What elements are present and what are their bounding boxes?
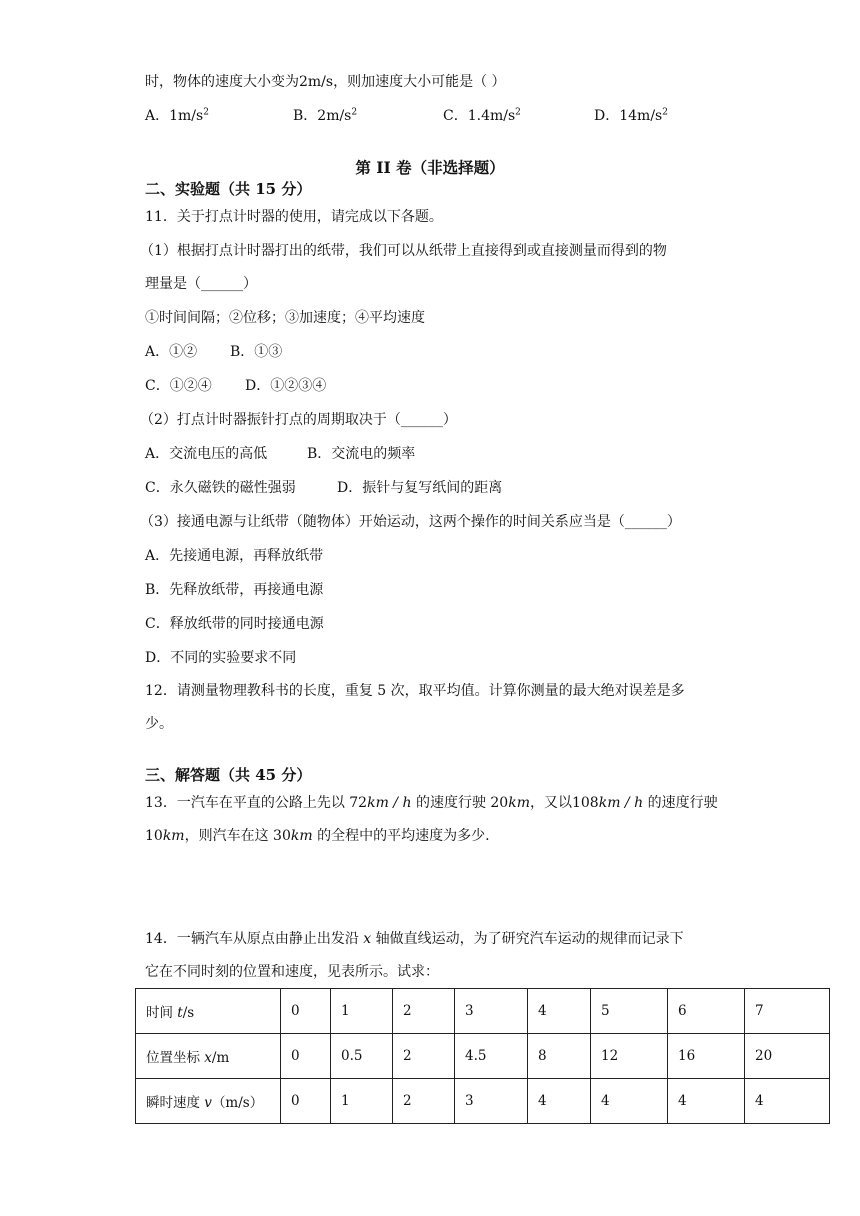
q11-sub1-option-a: A．①② xyxy=(145,344,198,360)
table-cell: 12 xyxy=(591,1034,668,1079)
q12-line1: 12．请测量物理教科书的长度，重复 5 次，取平均值。计算你测量的最大绝对误差是多 xyxy=(145,683,685,699)
q12-line2: 少。 xyxy=(145,716,173,732)
table-cell: 4 xyxy=(591,1079,668,1124)
q10-option-c: C．$1.4m/s^2$ xyxy=(443,107,521,124)
table-cell: 4 xyxy=(668,1079,745,1124)
table-cell: 20 xyxy=(745,1034,830,1079)
q11-sub2-line: （2）打点计时器振针打点的周期取决于（______） xyxy=(140,412,457,428)
part2-title: 第 II 卷（非选择题） xyxy=(355,158,505,177)
q11-sub1-line1: （1）根据打点计时器打出的纸带，我们可以从纸带上直接得到或直接测量而得到的物 xyxy=(140,243,667,259)
table-cell: 16 xyxy=(668,1034,745,1079)
q10-stem-tail: 时，物体的速度大小变为2m/s，则加速度大小可能是（ ） xyxy=(145,74,506,90)
q13-line2: 10km，则汽车在这 30km 的全程中的平均速度为多少. xyxy=(145,828,490,844)
q10-option-a: A．$1m/s^2$ xyxy=(145,107,209,124)
row-label-velocity: 瞬时速度 v（m/s） xyxy=(136,1079,281,1124)
q11-sub2-option-a: A．交流电压的高低 xyxy=(145,446,268,462)
table-cell: 1 xyxy=(331,1079,393,1124)
table-cell: 6 xyxy=(668,989,745,1034)
q11-sub3-line: （3）接通电源与让纸带（随物体）开始运动，这两个操作的时间关系应当是（______） xyxy=(140,514,681,530)
q10-option-b: B．$2m/s^2$ xyxy=(293,107,358,124)
table-cell: 2 xyxy=(393,1034,455,1079)
q14-line2: 它在不同时刻的位置和速度，见表所示。试求： xyxy=(145,964,439,980)
q11-sub1-option-c: C．①②④ xyxy=(145,378,212,394)
table-cell: 4 xyxy=(528,989,591,1034)
table-row-time xyxy=(136,989,830,1034)
table-cell: 3 xyxy=(455,1079,528,1124)
table-cell: 2 xyxy=(393,989,455,1034)
q13-line1: 13．一汽车在平直的公路上先以 72km / h 的速度行驶 20km，又以108km / h 的速度行驶 xyxy=(145,795,718,811)
table-cell: 0 xyxy=(281,1079,331,1124)
table-cell: 1 xyxy=(331,989,393,1034)
q14-line1: 14．一辆汽车从原点由静止出发沿 x 轴做直线运动，为了研究汽车运动的规律而记录下 xyxy=(145,931,684,947)
table-cell: 0.5 xyxy=(331,1034,393,1079)
q11-stem: 11．关于打点计时器的使用，请完成以下各题。 xyxy=(145,209,443,225)
section3-heading: 三、解答题（共 45 分） xyxy=(145,766,312,784)
section2-heading: 二、实验题（共 15 分） xyxy=(145,180,312,198)
q11-sub3-option-b: B．先释放纸带，再接通电源 xyxy=(145,582,324,598)
q11-sub1-line2: 理量是（______） xyxy=(145,276,257,292)
q11-sub2-option-c: C．永久磁铁的磁性强弱 xyxy=(145,480,296,496)
q11-sub1-items: ①时间间隔；②位移；③加速度；④平均速度 xyxy=(145,310,425,326)
q11-sub2-option-b: B．交流电的频率 xyxy=(307,446,416,462)
table-row-velocity xyxy=(136,1079,830,1124)
table-cell: 0 xyxy=(281,1034,331,1079)
row-label-position: 位置坐标 x/m xyxy=(136,1034,281,1079)
table-cell: 5 xyxy=(591,989,668,1034)
table-cell: 7 xyxy=(745,989,830,1034)
q11-sub1-option-b: B．①③ xyxy=(230,344,283,360)
q11-sub2-option-d: D．振针与复写纸间的距离 xyxy=(337,480,503,496)
table-cell: 4.5 xyxy=(455,1034,528,1079)
q11-sub3-option-d: D．不同的实验要求不同 xyxy=(145,650,297,666)
table-cell: 8 xyxy=(528,1034,591,1079)
table-cell: 3 xyxy=(455,989,528,1034)
q11-sub3-option-a: A．先接通电源，再释放纸带 xyxy=(145,548,324,564)
motion-data-table xyxy=(135,988,830,1124)
table-cell: 4 xyxy=(528,1079,591,1124)
q10-option-d: D．$14m/s^2$ xyxy=(594,107,668,124)
q11-sub3-option-c: C．释放纸带的同时接通电源 xyxy=(145,616,324,632)
table-row-position xyxy=(136,1034,830,1079)
table-cell: 2 xyxy=(393,1079,455,1124)
row-label-time: 时间 t/s xyxy=(136,989,281,1034)
table-cell: 0 xyxy=(281,989,331,1034)
table-cell: 4 xyxy=(745,1079,830,1124)
q11-sub1-option-d: D．①②③④ xyxy=(245,378,327,394)
